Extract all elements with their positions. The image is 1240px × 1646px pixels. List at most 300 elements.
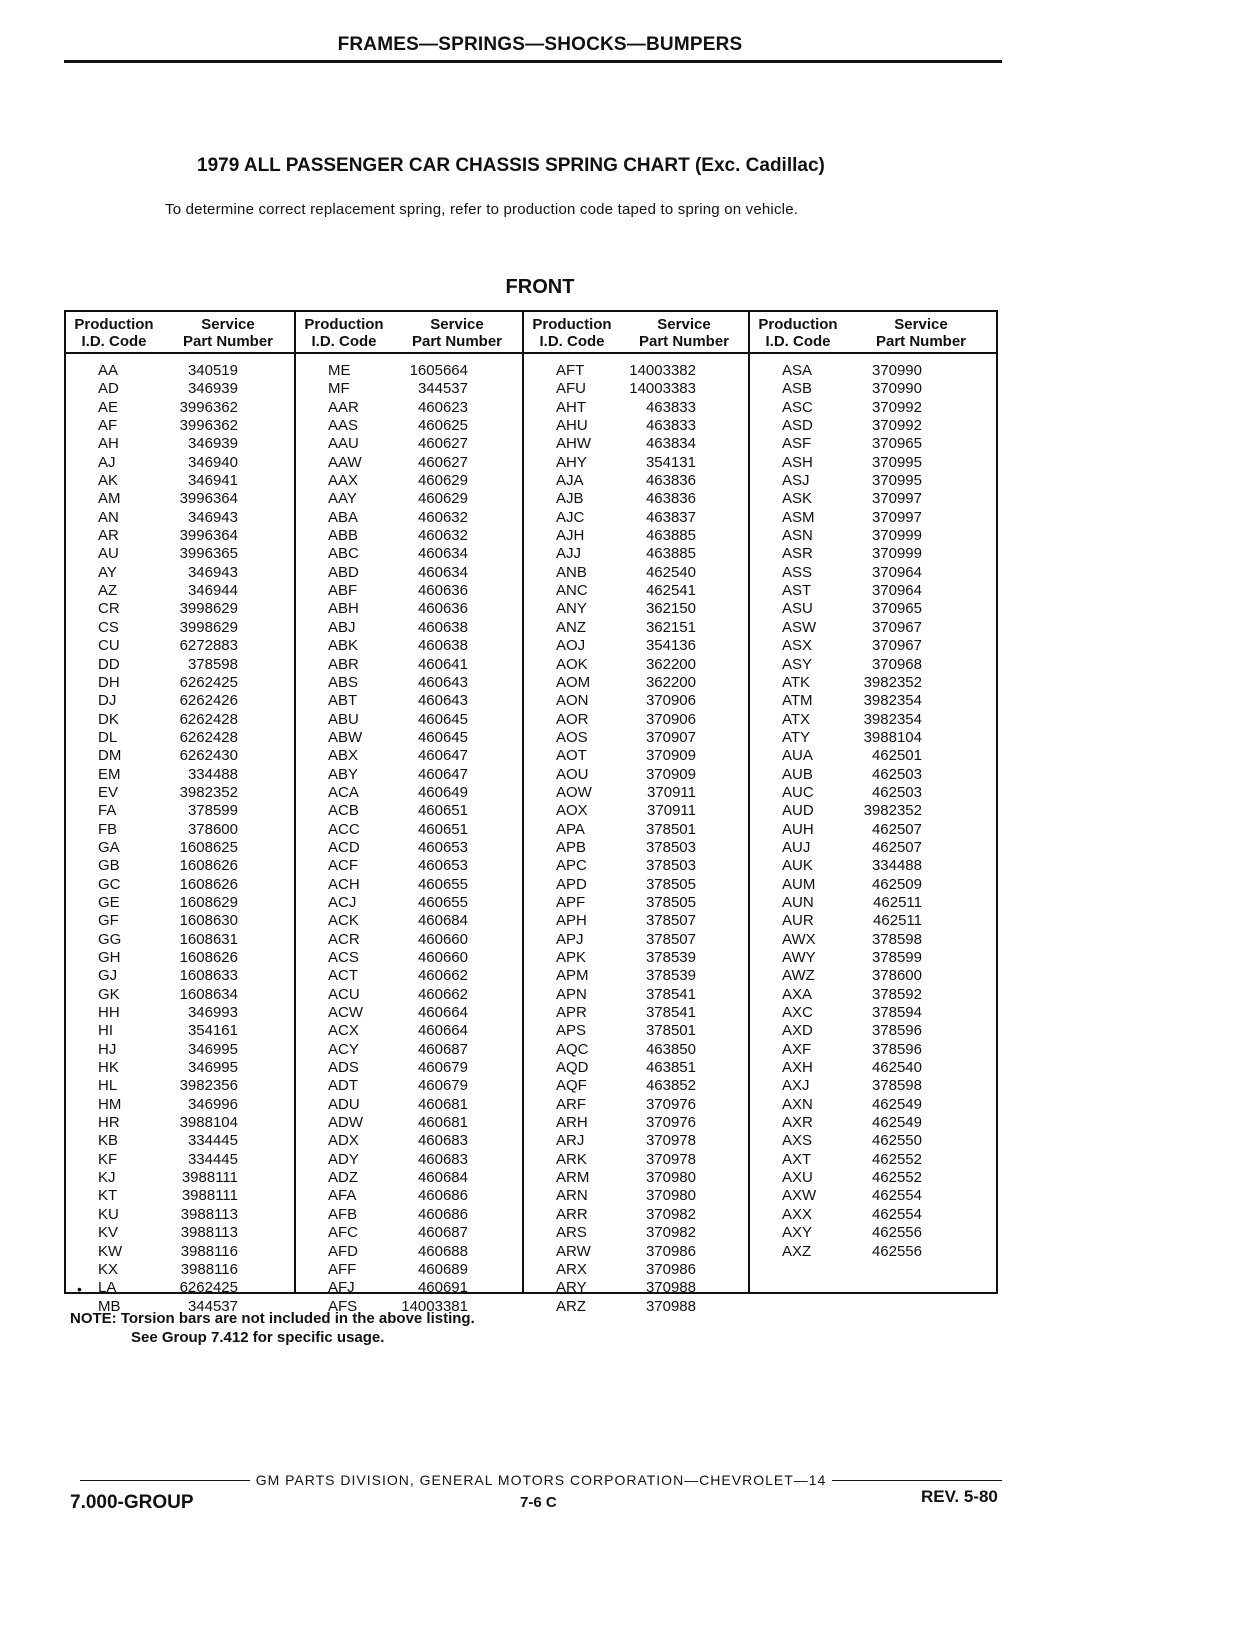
- service-part-number: 3988113: [180, 1224, 238, 1242]
- production-id-code: AUA: [782, 747, 813, 765]
- service-part-number: 463851: [645, 1059, 696, 1077]
- production-id-code: GB: [98, 857, 120, 875]
- service-part-number: 334488: [871, 857, 922, 875]
- table-row: [296, 1059, 522, 1077]
- service-part-number: 462552: [871, 1150, 922, 1168]
- production-id-code: ACF: [328, 857, 358, 875]
- service-part-number: 346996: [187, 1095, 238, 1113]
- table-row: [750, 876, 996, 894]
- table-row: [750, 986, 996, 1004]
- column-group-2: [294, 312, 522, 1315]
- service-part-number: 462549: [871, 1114, 922, 1132]
- service-part-number: 370982: [645, 1224, 696, 1242]
- service-part-number: 460632: [417, 527, 468, 545]
- production-id-code: DM: [98, 747, 122, 765]
- production-id-code: APC: [556, 857, 587, 875]
- production-id-code: AUJ: [782, 838, 811, 856]
- table-row: [524, 399, 748, 417]
- table-row: [66, 857, 294, 875]
- table-row: [524, 1041, 748, 1059]
- service-part-number: 460634: [417, 545, 468, 563]
- service-part-number: 354131: [645, 453, 696, 471]
- production-id-code: ATM: [782, 692, 813, 710]
- production-id-code: AHU: [556, 417, 588, 435]
- table-row: [66, 912, 294, 930]
- service-part-number: 3982352: [863, 802, 922, 820]
- service-part-number: 370995: [871, 472, 922, 490]
- table-row: [66, 1151, 294, 1169]
- table-row: [66, 711, 294, 729]
- service-part-number: 370967: [871, 618, 922, 636]
- production-id-code: HL: [98, 1077, 118, 1095]
- service-part-number: 3988111: [181, 1187, 238, 1205]
- service-part-number: 378507: [645, 912, 696, 930]
- production-id-code: ARN: [556, 1187, 588, 1205]
- service-part-number: 1608626: [179, 857, 238, 875]
- production-id-code: ABJ: [328, 618, 356, 636]
- table-row: [66, 1096, 294, 1114]
- service-part-number: 460664: [417, 1004, 468, 1022]
- production-id-code: AOX: [556, 802, 588, 820]
- instruction-text: To determine correct replacement spring, refer to production code taped to spring on vehicle.: [165, 201, 799, 218]
- service-part-number: 460664: [417, 1022, 468, 1040]
- production-id-code: ASY: [782, 655, 813, 673]
- service-part-number: 460689: [417, 1260, 468, 1278]
- service-part-number: 346939: [187, 435, 238, 453]
- service-part-number: 460625: [417, 417, 468, 435]
- production-id-code: AXT: [782, 1150, 812, 1168]
- table-row: [66, 1243, 294, 1261]
- part-header-line-1: Service: [430, 316, 484, 333]
- production-id-code: ADU: [328, 1095, 360, 1113]
- production-id-code: GG: [98, 930, 122, 948]
- production-id-code: AD: [98, 380, 119, 398]
- table-row: [66, 472, 294, 490]
- service-part-number: 370909: [645, 765, 696, 783]
- service-part-number: 463850: [645, 1040, 696, 1058]
- service-part-number: 370999: [871, 527, 922, 545]
- production-id-code: ARZ: [556, 1297, 586, 1315]
- service-part-number: 354136: [645, 637, 696, 655]
- production-id-code: ARY: [556, 1279, 587, 1297]
- table-row: [66, 931, 294, 949]
- production-id-code: AXH: [782, 1059, 813, 1077]
- production-id-code: AUK: [782, 857, 813, 875]
- table-row: [524, 711, 748, 729]
- table-row: [296, 1096, 522, 1114]
- production-id-code: HH: [98, 1004, 120, 1022]
- table-row: [66, 1206, 294, 1224]
- service-part-number: 346943: [187, 563, 238, 581]
- service-part-number: 460623: [417, 398, 468, 416]
- service-part-number: 378505: [645, 893, 696, 911]
- production-id-code: GF: [98, 912, 119, 930]
- production-id-code: ARR: [556, 1205, 588, 1223]
- table-row: [296, 729, 522, 747]
- service-part-number: 378600: [871, 967, 922, 985]
- production-id-code: ACW: [328, 1004, 363, 1022]
- service-part-number: 370965: [871, 600, 922, 618]
- table-row: [750, 399, 996, 417]
- table-row: [296, 766, 522, 784]
- table-row: [750, 747, 996, 765]
- production-id-code: GE: [98, 893, 120, 911]
- service-part-number: 460655: [417, 893, 468, 911]
- table-row: [66, 619, 294, 637]
- production-id-code: EV: [98, 783, 119, 801]
- production-id-code: ABR: [328, 655, 359, 673]
- service-part-number: 3996364: [179, 490, 238, 508]
- service-part-number: 370992: [871, 398, 922, 416]
- table-row: [66, 894, 294, 912]
- production-id-code: ABK: [328, 637, 359, 655]
- table-row: [750, 802, 996, 820]
- service-part-number: 462554: [871, 1187, 922, 1205]
- service-part-number: 462511: [873, 893, 922, 911]
- service-part-number: 460627: [417, 435, 468, 453]
- production-id-code: AOJ: [556, 637, 586, 655]
- production-id-code: ASM: [782, 508, 815, 526]
- table-row: [296, 490, 522, 508]
- service-part-number: 378599: [871, 949, 922, 966]
- table-row: [296, 545, 522, 563]
- service-part-number: 460647: [417, 765, 468, 783]
- service-part-number: 460691: [417, 1279, 468, 1297]
- service-part-number: 362200: [645, 655, 696, 673]
- service-part-number: 378596: [871, 1040, 922, 1058]
- production-id-code: FB: [98, 820, 118, 838]
- part-header: [162, 312, 294, 352]
- production-id-code: ASD: [782, 417, 813, 435]
- table-row: [296, 949, 522, 967]
- service-part-number: 370978: [645, 1132, 696, 1150]
- production-id-code: AOT: [556, 747, 587, 765]
- service-part-number: 460645: [417, 728, 468, 746]
- service-part-number: 462507: [871, 820, 922, 838]
- service-part-number: 3998629: [179, 618, 238, 636]
- table-row: [750, 821, 996, 839]
- production-id-code: ANC: [556, 582, 588, 600]
- top-rule: [64, 60, 1002, 63]
- production-id-code: AFJ: [328, 1279, 355, 1297]
- service-part-number: 462509: [871, 875, 922, 893]
- service-part-number: 463836: [645, 472, 696, 490]
- production-id-code: KF: [98, 1150, 118, 1168]
- production-id-code: HM: [98, 1095, 122, 1113]
- production-id-code: AOW: [556, 783, 592, 801]
- table-row: [296, 821, 522, 839]
- service-part-number: 460679: [417, 1077, 468, 1095]
- production-id-code: ADW: [328, 1114, 363, 1132]
- service-part-number: 460636: [417, 600, 468, 618]
- table-row: [524, 766, 748, 784]
- service-part-number: 334445: [187, 1150, 238, 1168]
- service-part-number: 378503: [645, 838, 696, 856]
- service-part-number: 3982354: [863, 692, 922, 710]
- production-id-code: ASF: [782, 435, 812, 453]
- table-row: [524, 1169, 748, 1187]
- table-row: [66, 1022, 294, 1040]
- table-row: [296, 931, 522, 949]
- service-part-number: 370964: [871, 582, 922, 600]
- table-row: [524, 1206, 748, 1224]
- service-part-number: 346993: [187, 1004, 238, 1022]
- service-part-number: 463837: [645, 508, 696, 526]
- production-id-code: ANB: [556, 563, 587, 581]
- service-part-number: 6262425: [179, 673, 238, 691]
- part-header-line-1: Service: [201, 316, 255, 333]
- service-part-number: 462552: [871, 1169, 922, 1187]
- table-row: [750, 784, 996, 802]
- production-id-code: ABC: [328, 545, 359, 563]
- table-row: [296, 582, 522, 600]
- table-row: [750, 417, 996, 435]
- production-id-code: AFA: [328, 1187, 357, 1205]
- service-part-number: 370982: [645, 1205, 696, 1223]
- table-row: [296, 912, 522, 930]
- production-id-code: APM: [556, 967, 589, 985]
- table-row: [524, 894, 748, 912]
- table-row: [750, 582, 996, 600]
- table-row: [750, 839, 996, 857]
- table-row: [66, 1279, 294, 1297]
- column-header: [66, 312, 294, 354]
- bullet-marker: •: [77, 1280, 82, 1297]
- table-row: [750, 600, 996, 618]
- production-id-code: ACT: [328, 967, 358, 985]
- footer-page-number: 7-6 C: [520, 1494, 557, 1511]
- table-row: [750, 967, 996, 985]
- service-part-number: 346941: [187, 472, 238, 490]
- service-part-number: 370978: [645, 1150, 696, 1168]
- table-row: [524, 692, 748, 710]
- table-row: [750, 1059, 996, 1077]
- service-part-number: 346944: [187, 582, 238, 600]
- production-id-code: ACA: [328, 783, 359, 801]
- production-id-code: AXD: [782, 1022, 813, 1040]
- table-row: [296, 1132, 522, 1150]
- production-id-code: ASK: [782, 490, 813, 508]
- table-row: [524, 912, 748, 930]
- table-row: [750, 692, 996, 710]
- table-row: [296, 692, 522, 710]
- production-id-code: KX: [98, 1260, 119, 1278]
- production-id-code: ASX: [782, 637, 813, 655]
- production-id-code: AFB: [328, 1205, 358, 1223]
- production-id-code: ME: [328, 362, 351, 379]
- production-id-code: APB: [556, 838, 587, 856]
- production-id-code: APR: [556, 1004, 587, 1022]
- part-header-line-1: Service: [657, 316, 711, 333]
- table-row: [66, 986, 294, 1004]
- table-row: [750, 949, 996, 967]
- table-row: [66, 802, 294, 820]
- production-id-code: KW: [98, 1242, 123, 1260]
- service-part-number: 370988: [645, 1297, 696, 1315]
- production-id-code: AST: [782, 582, 812, 600]
- table-row: [750, 766, 996, 784]
- production-id-code: ADY: [328, 1150, 359, 1168]
- part-header-line-2: Part Number: [182, 333, 274, 350]
- production-id-code: APD: [556, 875, 587, 893]
- service-part-number: 378600: [187, 820, 238, 838]
- service-part-number: 3996364: [179, 527, 238, 545]
- production-id-code: AUR: [782, 912, 814, 930]
- code-header-line-2: I.D. Code: [765, 333, 831, 350]
- table-row: [66, 1114, 294, 1132]
- table-row: [66, 747, 294, 765]
- table-row: [296, 656, 522, 674]
- production-id-code: AFU: [556, 380, 586, 398]
- table-row: [296, 619, 522, 637]
- table-row: [66, 949, 294, 967]
- production-id-code: AFS: [328, 1297, 358, 1315]
- service-part-number: 3988113: [180, 1205, 238, 1223]
- production-id-code: MB: [98, 1297, 121, 1315]
- production-id-code: AAW: [328, 453, 362, 471]
- production-id-code: ATK: [782, 673, 811, 691]
- production-id-code: APN: [556, 985, 587, 1003]
- part-header-line-1: Service: [894, 316, 948, 333]
- table-row: [66, 1004, 294, 1022]
- production-id-code: ABB: [328, 527, 359, 545]
- table-row: [524, 454, 748, 472]
- table-row: [524, 1298, 748, 1316]
- service-part-number: 3982354: [863, 710, 922, 728]
- service-part-number: 378505: [645, 875, 696, 893]
- table-row: [524, 435, 748, 453]
- table-row: [66, 674, 294, 692]
- service-part-number: 460627: [417, 453, 468, 471]
- production-id-code: LA: [98, 1279, 117, 1297]
- production-id-code: ABX: [328, 747, 359, 765]
- table-row: [750, 490, 996, 508]
- table-row: [524, 545, 748, 563]
- code-header-line-2: I.D. Code: [311, 333, 377, 350]
- service-part-number: 370988: [645, 1279, 696, 1297]
- service-part-number: 344537: [417, 380, 468, 398]
- service-part-number: 3988111: [181, 1169, 238, 1187]
- service-part-number: 460653: [417, 857, 468, 875]
- service-part-number: 460686: [417, 1187, 468, 1205]
- table-row: [66, 1261, 294, 1279]
- production-id-code: DJ: [98, 692, 117, 710]
- table-row: [750, 894, 996, 912]
- code-header-line-1: Production: [74, 316, 154, 333]
- production-id-code: APF: [556, 893, 586, 911]
- service-part-number: 370997: [871, 490, 922, 508]
- part-header: [620, 312, 748, 352]
- production-id-code: APA: [556, 820, 585, 838]
- production-id-code: AOM: [556, 673, 591, 691]
- service-part-number: 370980: [645, 1169, 696, 1187]
- service-part-number: 6262428: [179, 710, 238, 728]
- production-id-code: AM: [98, 490, 121, 508]
- table-row: [296, 1022, 522, 1040]
- table-row: [750, 857, 996, 875]
- production-id-code: ABW: [328, 728, 363, 746]
- production-id-code: AUM: [782, 875, 816, 893]
- production-id-code: KU: [98, 1205, 119, 1223]
- service-part-number: 378592: [871, 985, 922, 1003]
- service-part-number: 462503: [871, 765, 922, 783]
- service-part-number: 354161: [187, 1022, 238, 1040]
- production-id-code: GJ: [98, 967, 118, 985]
- production-id-code: ACY: [328, 1040, 359, 1058]
- production-id-code: APS: [556, 1022, 587, 1040]
- service-part-number: 460687: [417, 1224, 468, 1242]
- service-part-number: 340519: [187, 362, 238, 379]
- production-id-code: DK: [98, 710, 119, 728]
- production-id-code: ARM: [556, 1169, 590, 1187]
- code-header-line-1: Production: [304, 316, 384, 333]
- service-part-number: 460638: [417, 637, 468, 655]
- code-header: [750, 312, 846, 352]
- table-row: [524, 582, 748, 600]
- code-header: [524, 312, 620, 352]
- table-row: [296, 1187, 522, 1205]
- production-id-code: AJC: [556, 508, 585, 526]
- table-row: [524, 857, 748, 875]
- table-row: [524, 362, 748, 380]
- table-row: [524, 1022, 748, 1040]
- service-part-number: 3988104: [179, 1114, 238, 1132]
- service-part-number: 334445: [187, 1132, 238, 1150]
- production-id-code: AXZ: [782, 1242, 812, 1260]
- production-id-code: AUC: [782, 783, 814, 801]
- table-row: [524, 490, 748, 508]
- table-row: [524, 949, 748, 967]
- production-id-code: ACR: [328, 930, 360, 948]
- production-id-code: AUD: [782, 802, 814, 820]
- service-part-number: 460638: [417, 618, 468, 636]
- production-id-code: AJJ: [556, 545, 582, 563]
- production-id-code: AXF: [782, 1040, 812, 1058]
- production-id-code: AAS: [328, 417, 359, 435]
- production-id-code: EM: [98, 765, 121, 783]
- production-id-code: APK: [556, 949, 587, 966]
- production-id-code: ADT: [328, 1077, 358, 1095]
- table-row: [524, 1243, 748, 1261]
- part-header: [846, 312, 996, 352]
- production-id-code: ADS: [328, 1059, 359, 1077]
- table-row: [66, 564, 294, 582]
- table-row: [296, 857, 522, 875]
- service-part-number: 460651: [417, 820, 468, 838]
- table-row: [66, 821, 294, 839]
- production-id-code: CS: [98, 618, 119, 636]
- service-part-number: 463833: [645, 398, 696, 416]
- production-id-code: KV: [98, 1224, 119, 1242]
- table-row: [524, 527, 748, 545]
- service-part-number: 460679: [417, 1059, 468, 1077]
- production-id-code: ABU: [328, 710, 359, 728]
- service-part-number: 462511: [873, 912, 922, 930]
- table-row: [524, 1261, 748, 1279]
- table-row: [524, 637, 748, 655]
- table-row: [524, 802, 748, 820]
- table-row: [750, 454, 996, 472]
- footer-credit: [80, 1472, 1002, 1488]
- production-id-code: ARJ: [556, 1132, 585, 1150]
- production-id-code: AFT: [556, 362, 585, 379]
- service-part-number: 460643: [417, 673, 468, 691]
- service-part-number: 378541: [645, 985, 696, 1003]
- table-row: [296, 1261, 522, 1279]
- service-part-number: 370992: [871, 417, 922, 435]
- production-id-code: AXR: [782, 1114, 813, 1132]
- production-id-code: ABF: [328, 582, 358, 600]
